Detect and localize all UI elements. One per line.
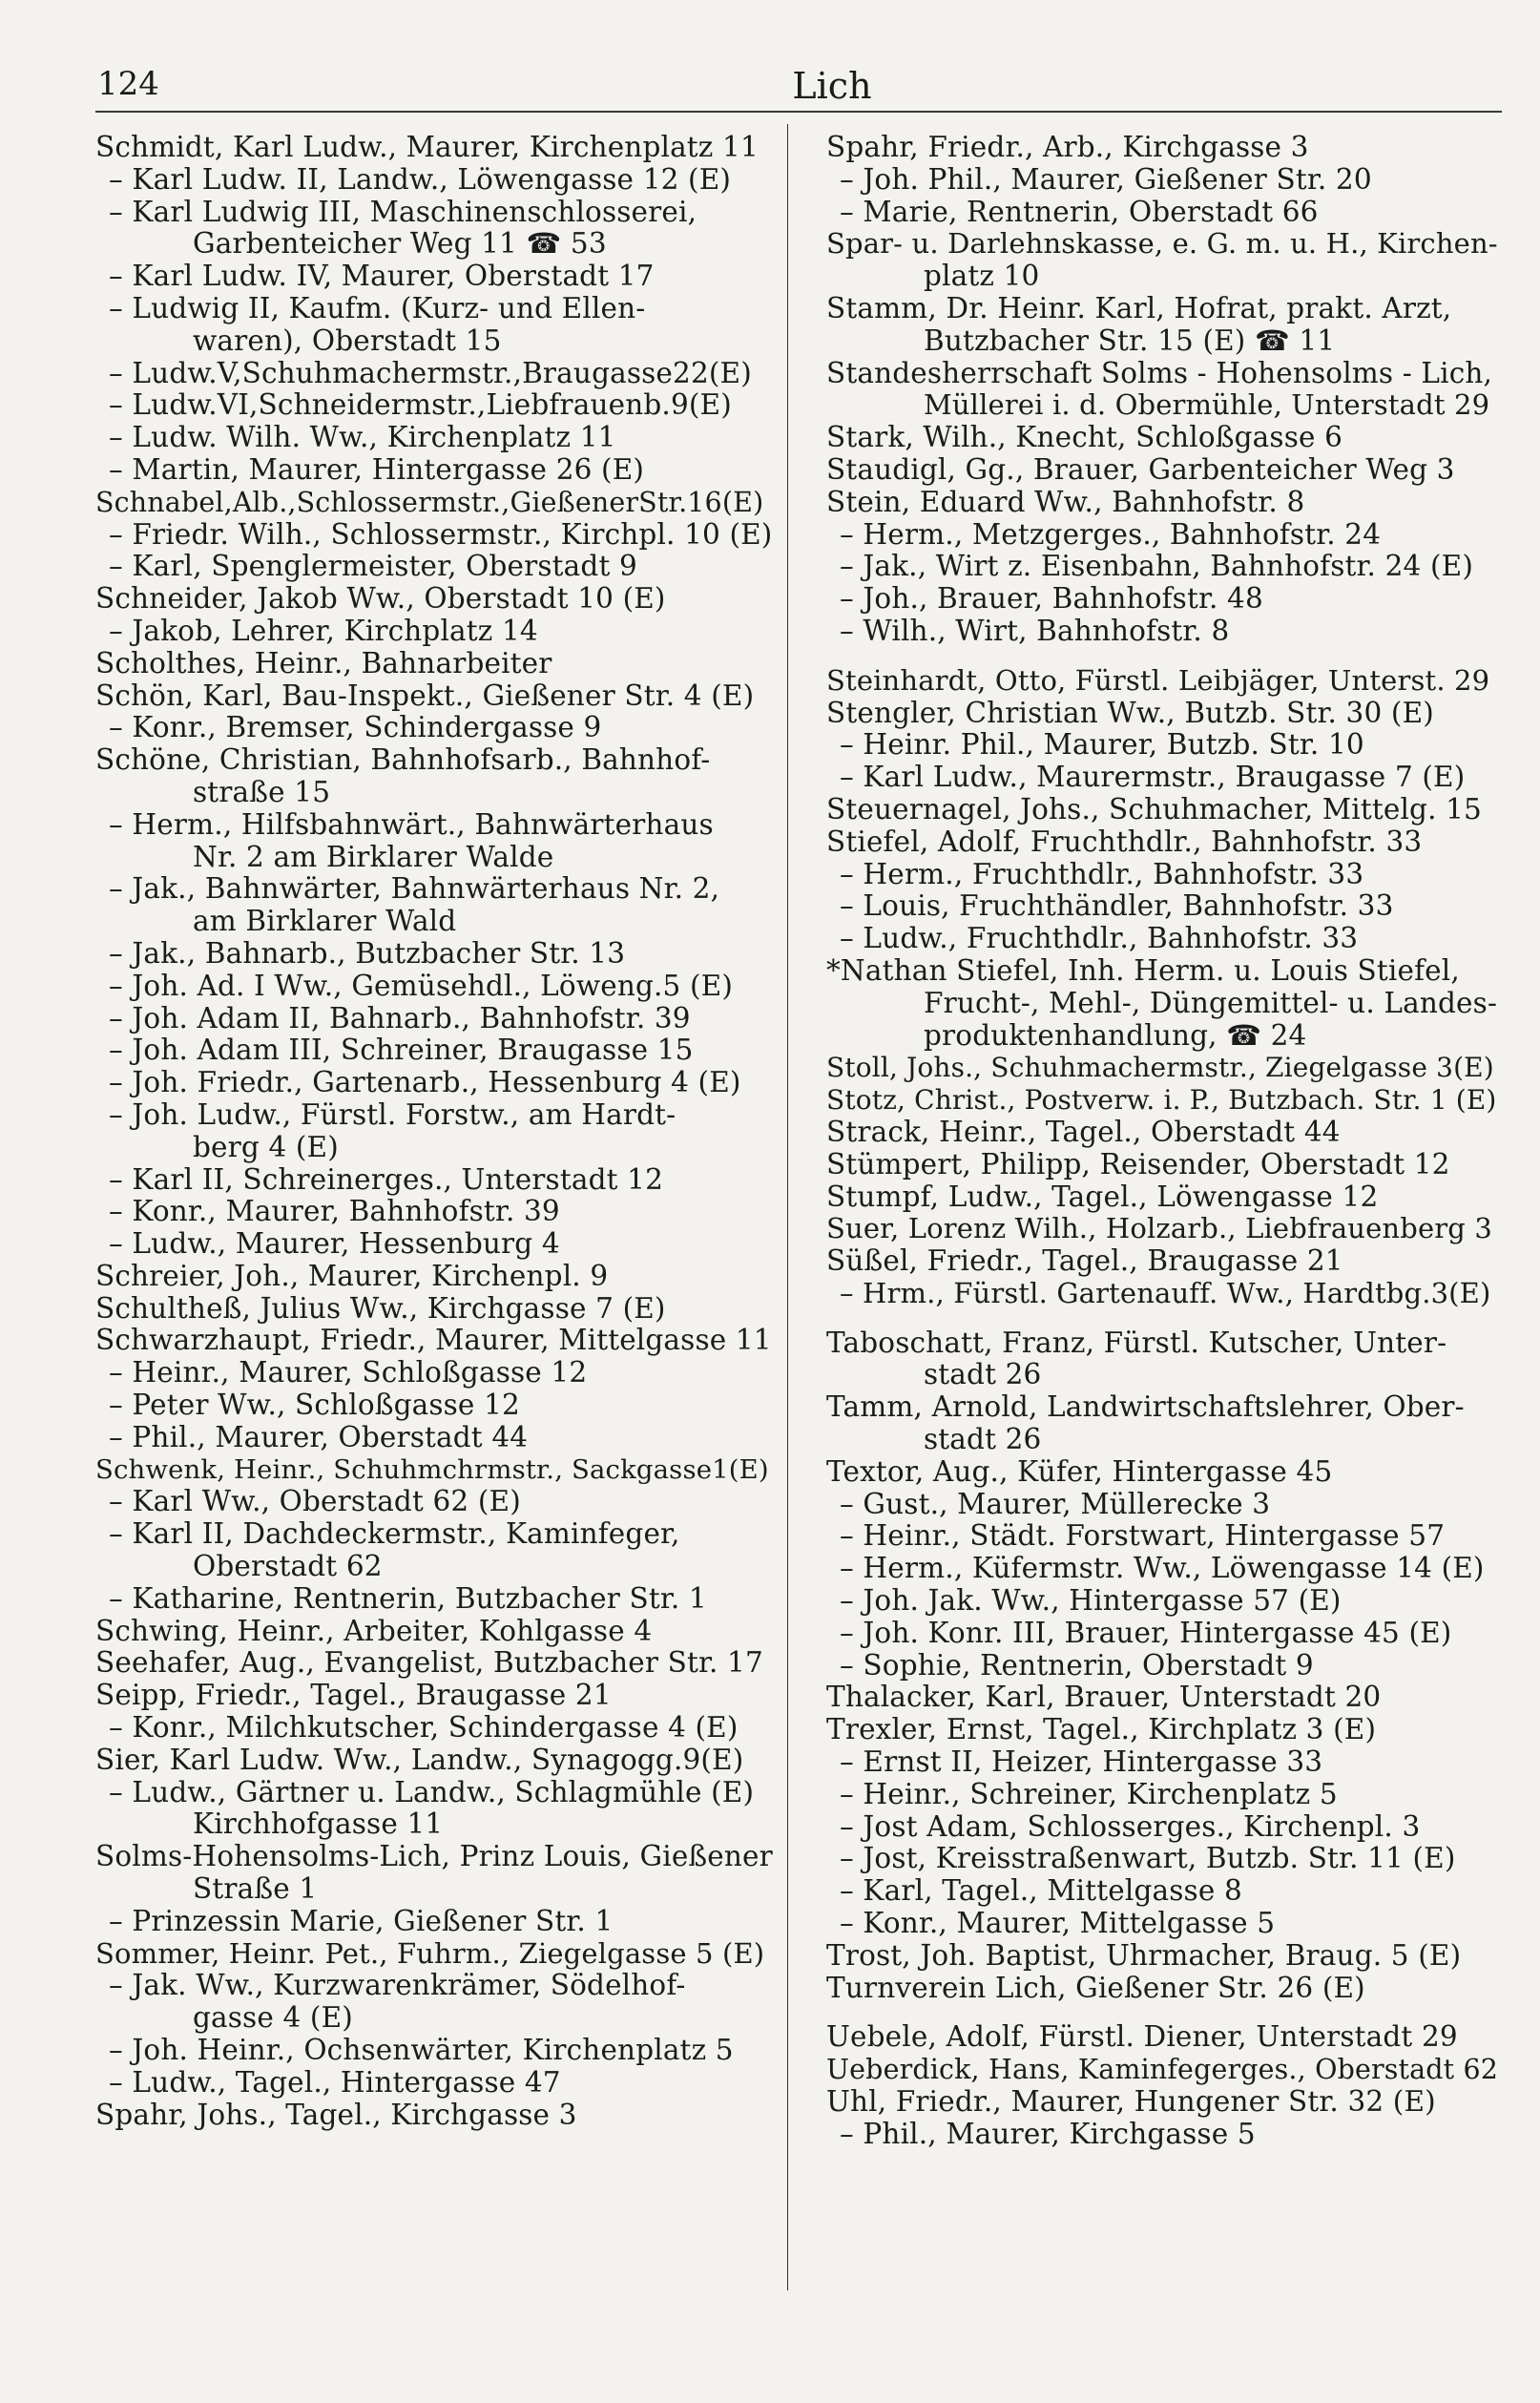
- directory-entry: – Joh. Friedr., Gartenarb., Hessenburg 4 (E): [109, 1066, 741, 1099]
- directory-entry: – Karl, Tagel., Mittelgasse 8: [840, 1874, 1242, 1908]
- section-gap: [826, 1310, 1498, 1327]
- directory-entry: – Heinr., Städt. Forstwart, Hintergasse 57: [840, 1519, 1446, 1553]
- directory-entry: – Joh. Ad. I Ww., Gemüsehdl., Löweng.5 (E): [109, 969, 734, 1002]
- directory-entry: – Marie, Rentnerin, Oberstadt 66: [840, 195, 1319, 228]
- directory-entry: berg 4 (E): [193, 1130, 339, 1163]
- directory-entry: Schöne, Christian, Bahnhofsarb., Bahnhof-: [95, 743, 711, 777]
- directory-entry: Seehafer, Aug., Evangelist, Butzbacher Str. 17: [95, 1646, 763, 1680]
- directory-entry: – Heinr., Schreiner, Kirchenplatz 5: [840, 1777, 1338, 1810]
- directory-entry: – Louis, Fruchthändler, Bahnhofstr. 33: [840, 889, 1394, 923]
- directory-entry: Frucht-, Mehl-, Düngemittel- u. Landes-: [924, 986, 1498, 1019]
- directory-entry: – Peter Ww., Schloßgasse 12: [109, 1389, 520, 1422]
- directory-entry: Stümpert, Philipp, Reisender, Oberstadt 12: [826, 1147, 1450, 1181]
- directory-entry: Steuernagel, Johs., Schuhmacher, Mittelg. 15: [826, 792, 1482, 825]
- directory-entry: Stiefel, Adolf, Fruchthdlr., Bahnhofstr. 33: [826, 825, 1423, 858]
- directory-entry: – Karl II, Dachdeckermstr., Kaminfeger,: [109, 1517, 680, 1551]
- directory-entry: Tamm, Arnold, Landwirtschaftslehrer, Ober-: [826, 1390, 1465, 1424]
- directory-entry: Uebele, Adolf, Fürstl. Diener, Unterstadt 29: [826, 2020, 1458, 2054]
- directory-entry: waren), Oberstadt 15: [193, 324, 502, 357]
- directory-entry: – Jakob, Lehrer, Kirchplatz 14: [109, 614, 538, 647]
- directory-entry: – Joh. Adam III, Schreiner, Braugasse 15: [109, 1034, 694, 1067]
- directory-entry: Schreier, Joh., Maurer, Kirchenpl. 9: [95, 1259, 609, 1292]
- directory-entry: – Ludw. Wilh. Ww., Kirchenplatz 11: [109, 421, 616, 454]
- directory-entry: – Herm., Küfermstr. Ww., Löwengasse 14 (E): [840, 1552, 1485, 1585]
- directory-entry: Nr. 2 am Birklarer Walde: [193, 840, 554, 873]
- directory-entry: stadt 26: [924, 1358, 1042, 1391]
- directory-entry: Schnabel,Alb.,Schlossermstr.,GießenerStr.16(E): [95, 486, 764, 518]
- directory-entry: – Sophie, Rentnerin, Oberstadt 9: [840, 1648, 1314, 1682]
- directory-entry: – Herm., Fruchthdlr., Bahnhofstr. 33: [840, 857, 1364, 890]
- directory-entry: Spahr, Friedr., Arb., Kirchgasse 3: [826, 131, 1309, 163]
- directory-entry: Stamm, Dr. Heinr. Karl, Hofrat, prakt. Arzt,: [826, 291, 1452, 324]
- directory-entry: – Karl Ludwig III, Maschinenschlosserei,: [109, 195, 697, 228]
- directory-entry: Stark, Wilh., Knecht, Schloßgasse 6: [826, 421, 1343, 454]
- directory-entry: Stein, Eduard Ww., Bahnhofstr. 8: [826, 485, 1305, 518]
- directory-entry: – Ludwig II, Kaufm. (Kurz- und Ellen-: [109, 291, 646, 324]
- directory-entry: – Karl Ludw., Maurermstr., Braugasse 7 (E): [840, 761, 1466, 794]
- directory-entry: Spar- u. Darlehnskasse, e. G. m. u. H., Kirchen-: [826, 227, 1498, 261]
- directory-entry: Kirchhofgasse 11: [193, 1807, 444, 1841]
- directory-entry: – Karl, Spenglermeister, Oberstadt 9: [109, 550, 637, 583]
- directory-entry: *Nathan Stiefel, Inh. Herm. u. Louis Stiefel,: [826, 953, 1460, 987]
- directory-entry: Garbenteicher Weg 11 ☎ 53: [193, 227, 607, 261]
- directory-entry: Schwenk, Heinr., Schuhmchrmstr., Sackgasse1(E): [95, 1453, 769, 1485]
- directory-entry: – Joh. Adam II, Bahnarb., Bahnhofstr. 39: [109, 1001, 691, 1034]
- directory-entry: – Konr., Maurer, Mittelgasse 5: [840, 1907, 1276, 1940]
- directory-entry: – Jak. Ww., Kurzwarenkrämer, Södelhof-: [109, 1969, 686, 2002]
- directory-entry: – Karl Ludw. II, Landw., Löwengasse 12 (E): [109, 162, 732, 196]
- directory-entry: – Herm., Metzgerges., Bahnhofstr. 24: [840, 517, 1382, 551]
- directory-entry: – Joh. Jak. Ww., Hintergasse 57 (E): [840, 1584, 1342, 1618]
- directory-entry: Schultheß, Julius Ww., Kirchgasse 7 (E): [95, 1291, 666, 1325]
- directory-entry: Steinhardt, Otto, Fürstl. Leibjäger, Unterst. 29: [826, 663, 1490, 697]
- section-gap: [826, 2004, 1498, 2021]
- right-column: [826, 132, 1498, 2151]
- directory-entry: – Karl Ww., Oberstadt 62 (E): [109, 1485, 521, 1518]
- directory-entry: – Hrm., Fürstl. Gartenauff. Ww., Hardtbg.3(E): [840, 1276, 1491, 1309]
- directory-entry: – Ludw., Fruchthdlr., Bahnhofstr. 33: [840, 922, 1359, 955]
- directory-entry: Müllerei i. d. Obermühle, Unterstadt 29: [924, 388, 1490, 422]
- directory-entry: – Ludw., Gärtner u. Landw., Schlagmühle (E): [109, 1775, 755, 1808]
- page-header: [95, 65, 1502, 111]
- directory-entry: Stoll, Johs., Schuhmachermstr., Ziegelgasse 3(E): [826, 1052, 1494, 1084]
- directory-entry: – Karl II, Schreinerges., Unterstadt 12: [109, 1162, 663, 1196]
- directory-entry: Sommer, Heinr. Pet., Fuhrm., Ziegelgasse 5 (E): [95, 1936, 765, 1970]
- directory-entry: – Konr., Milchkutscher, Schindergasse 4 (E): [109, 1711, 739, 1745]
- directory-entry: – Phil., Maurer, Oberstadt 44: [109, 1420, 529, 1453]
- directory-entry: straße 15: [193, 775, 331, 808]
- directory-entry: Turnverein Lich, Gießener Str. 26 (E): [826, 1971, 1365, 2004]
- directory-entry: Schmidt, Karl Ludw., Maurer, Kirchenplatz 11: [95, 131, 759, 163]
- directory-entry: – Joh. Heinr., Ochsenwärter, Kirchenplatz 5: [109, 2034, 734, 2067]
- directory-entry: – Friedr. Wilh., Schlossermstr., Kirchpl. 10 (E): [109, 517, 773, 551]
- directory-entry: Textor, Aug., Küfer, Hintergasse 45: [826, 1454, 1333, 1488]
- directory-entry: – Heinr. Phil., Maurer, Butzb. Str. 10: [840, 728, 1364, 762]
- directory-entry: Taboschatt, Franz, Fürstl. Kutscher, Unter-: [826, 1326, 1447, 1359]
- directory-entry: Schneider, Jakob Ww., Oberstadt 10 (E): [95, 582, 666, 616]
- directory-entry: Süßel, Friedr., Tagel., Braugasse 21: [826, 1244, 1343, 1278]
- directory-entry: Butzbacher Str. 15 (E) ☎ 11: [924, 324, 1336, 357]
- directory-entry: – Jost, Kreisstraßenwart, Butzb. Str. 11 (E): [840, 1842, 1456, 1875]
- directory-entry: – Jak., Wirt z. Eisenbahn, Bahnhofstr. 24 (E): [840, 550, 1473, 583]
- directory-entry: – Martin, Maurer, Hintergasse 26 (E): [109, 452, 645, 486]
- directory-entry: – Herm., Hilfsbahnwärt., Bahnwärterhaus: [109, 807, 714, 841]
- directory-entry: – Joh. Ludw., Fürstl. Forstw., am Hardt-: [109, 1097, 676, 1131]
- header-rule: [95, 111, 1502, 113]
- directory-entry: Stumpf, Ludw., Tagel., Löwengasse 12: [826, 1180, 1379, 1213]
- directory-entry: am Birklarer Wald: [193, 905, 457, 938]
- directory-entry: Seipp, Friedr., Tagel., Braugasse 21: [95, 1679, 612, 1712]
- directory-entry: Scholthes, Heinr., Bahnarbeiter: [95, 646, 552, 679]
- directory-entry: Trost, Joh. Baptist, Uhrmacher, Braug. 5 (E): [826, 1938, 1462, 1972]
- directory-entry: – Joh., Brauer, Bahnhofstr. 48: [840, 582, 1263, 616]
- directory-entry: – Konr., Maurer, Bahnhofstr. 39: [109, 1195, 560, 1228]
- directory-entry: – Wilh., Wirt, Bahnhofstr. 8: [840, 614, 1230, 647]
- page-number: 124: [97, 65, 159, 103]
- directory-entry: Staudigl, Gg., Brauer, Garbenteicher Weg 3: [826, 452, 1455, 486]
- directory-entry: – Gust., Maurer, Müllerecke 3: [840, 1487, 1271, 1520]
- directory-entry: Thalacker, Karl, Brauer, Unterstadt 20: [826, 1681, 1382, 1714]
- directory-entry: – Konr., Bremser, Schindergasse 9: [109, 711, 602, 744]
- directory-entry: gasse 4 (E): [193, 2001, 353, 2035]
- directory-entry: Standesherrschaft Solms - Hohensolms - Lich,: [826, 356, 1493, 389]
- directory-entry: – Phil., Maurer, Kirchgasse 5: [840, 2117, 1256, 2150]
- directory-entry: – Ernst II, Heizer, Hintergasse 33: [840, 1745, 1323, 1779]
- directory-entry: Suer, Lorenz Wilh., Holzarb., Liebfrauenberg 3: [826, 1212, 1492, 1245]
- directory-entry: – Prinzessin Marie, Gießener Str. 1: [109, 1904, 614, 1937]
- directory-entry: Uhl, Friedr., Maurer, Hungener Str. 32 (E): [826, 2085, 1436, 2119]
- running-title: Lich: [792, 65, 872, 107]
- directory-entry: Ueberdick, Hans, Kaminfegerges., Oberstadt 62: [826, 2054, 1499, 2086]
- directory-entry: Spahr, Johs., Tagel., Kirchgasse 3: [95, 2098, 577, 2131]
- directory-entry: – Ludw., Maurer, Hessenburg 4: [109, 1227, 560, 1261]
- directory-entry: Oberstadt 62: [193, 1550, 383, 1583]
- directory-entry: – Jak., Bahnwärter, Bahnwärterhaus Nr. 2,: [109, 872, 720, 906]
- directory-entry: Trexler, Ernst, Tagel., Kirchplatz 3 (E): [826, 1713, 1377, 1746]
- section-gap: [826, 648, 1498, 665]
- directory-entry: – Ludw.VI,Schneidermstr.,Liebfrauenb.9(E): [109, 388, 732, 422]
- directory-entry: – Ludw., Tagel., Hintergasse 47: [109, 2065, 561, 2099]
- directory-entry: – Joh. Phil., Maurer, Gießener Str. 20: [840, 162, 1372, 196]
- directory-entry: Solms-Hohensolms-Lich, Prinz Louis, Gießener: [95, 1840, 773, 1873]
- directory-entry: platz 10: [924, 260, 1040, 293]
- directory-entry: stadt 26: [924, 1423, 1042, 1456]
- directory-entry: – Ludw.V,Schuhmachermstr.,Braugasse22(E): [109, 356, 752, 389]
- directory-entry: – Joh. Konr. III, Brauer, Hintergasse 45 (E): [840, 1616, 1452, 1649]
- directory-entry: Straße 1: [193, 1872, 318, 1906]
- left-column: [95, 132, 775, 2131]
- directory-entry: Stotz, Christ., Postverw. i. P., Butzbach. Str. 1 (E): [826, 1084, 1497, 1117]
- directory-entry: – Karl Ludw. IV, Maurer, Oberstadt 17: [109, 260, 655, 293]
- directory-entry: – Heinr., Maurer, Schloßgasse 12: [109, 1356, 588, 1390]
- directory-entry: – Jak., Bahnarb., Butzbacher Str. 13: [109, 936, 626, 970]
- directory-entry: Stengler, Christian Ww., Butzb. Str. 30 (E): [826, 696, 1434, 729]
- directory-entry: produktenhandlung, ☎ 24: [924, 1018, 1307, 1052]
- directory-entry: – Jost Adam, Schlosserges., Kirchenpl. 3: [840, 1809, 1421, 1843]
- column-divider: [787, 124, 788, 2290]
- directory-entry: – Katharine, Rentnerin, Butzbacher Str. 1: [109, 1581, 707, 1615]
- directory-entry: Sier, Karl Ludw. Ww., Landw., Synagogg.9(E): [95, 1743, 744, 1776]
- directory-entry: Strack, Heinr., Tagel., Oberstadt 44: [826, 1115, 1341, 1148]
- directory-entry: Schön, Karl, Bau-Inspekt., Gießener Str. 4 (E): [95, 679, 755, 712]
- directory-entry: Schwarzhaupt, Friedr., Maurer, Mittelgasse 11: [95, 1324, 772, 1357]
- directory-entry: Schwing, Heinr., Arbeiter, Kohlgasse 4: [95, 1614, 653, 1647]
